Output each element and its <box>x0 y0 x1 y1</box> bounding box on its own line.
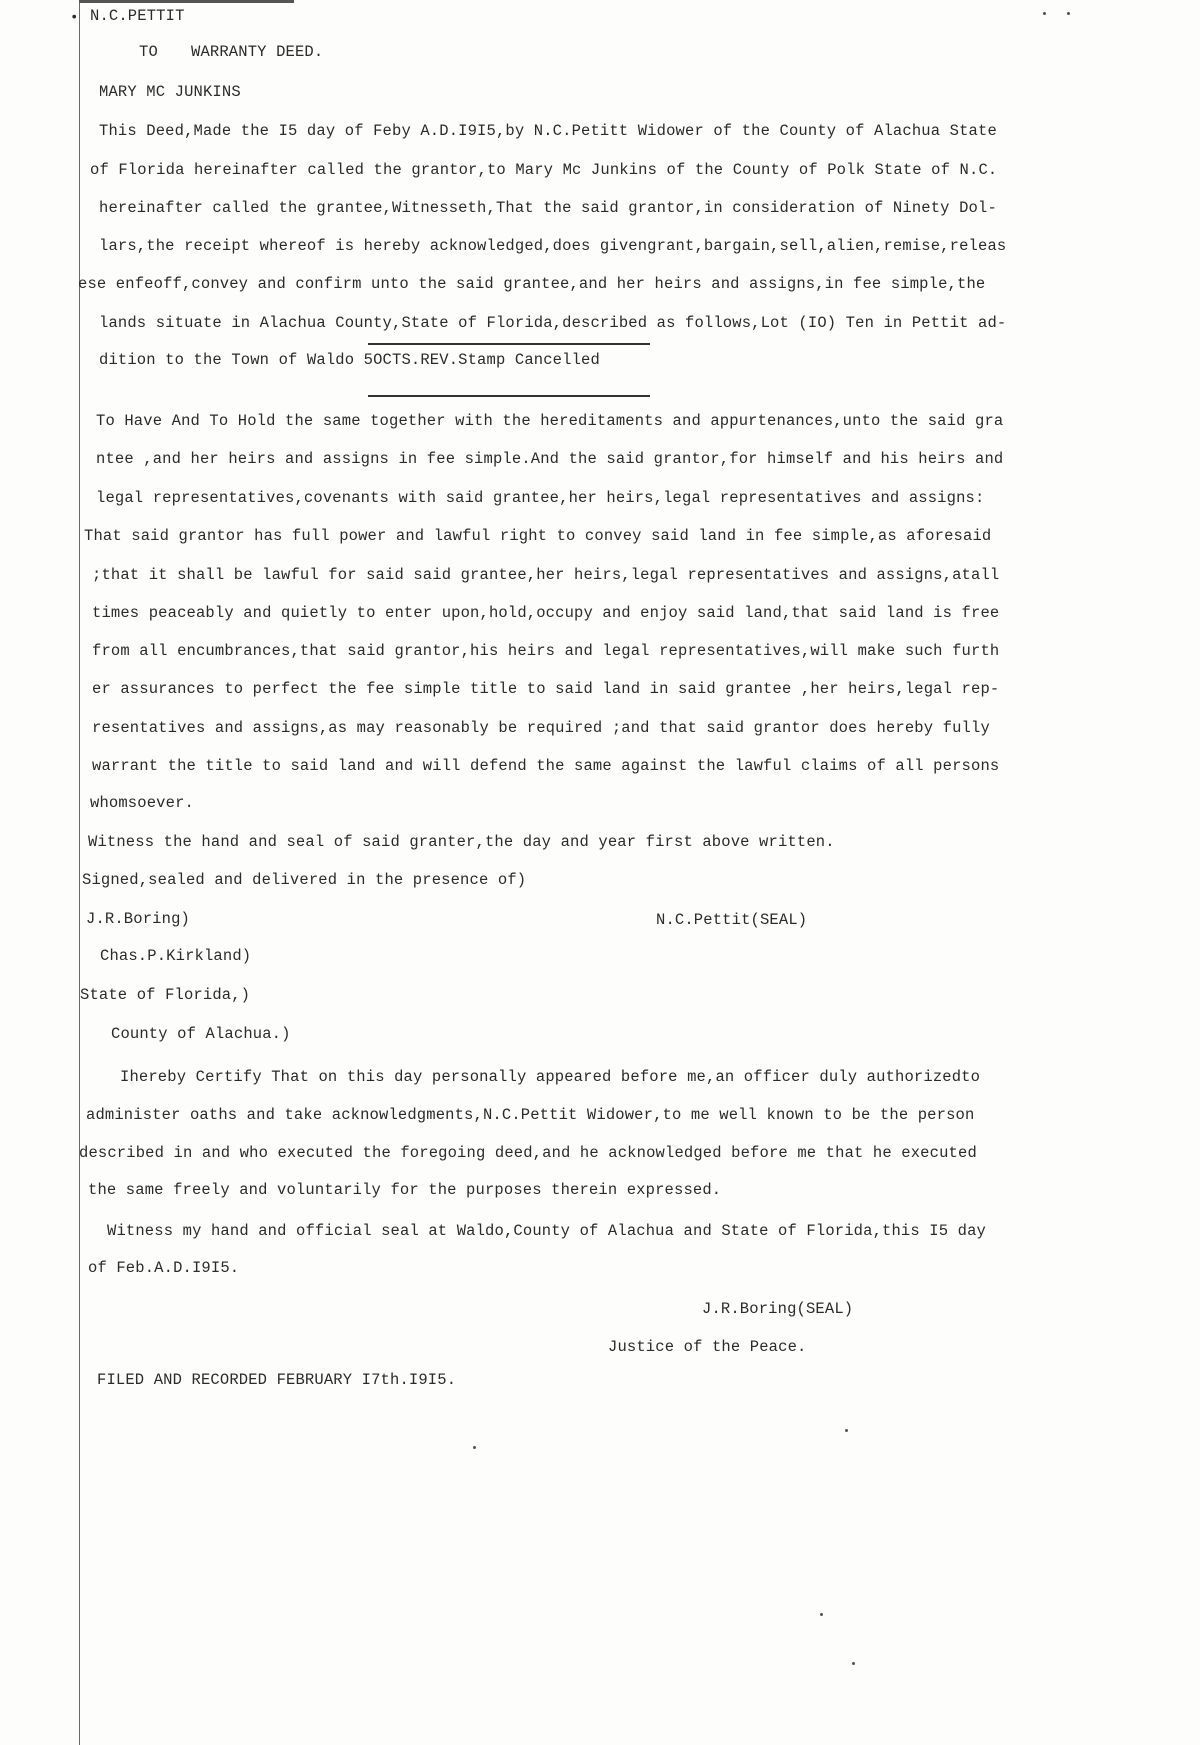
signed-sealed-line: Signed,sealed and delivered in the presence of) <box>82 871 527 889</box>
venue-county: County of Alachua.) <box>111 1025 291 1043</box>
top-edge-rule <box>79 0 294 3</box>
deed-line: This Deed,Made the I5 day of Feby A.D.I9I5,by N.C.Petitt Widower of the County of Alachua State <box>99 122 997 140</box>
habendum-line: from all encumbrances,that said grantor,his heirs and legal representatives,will make such furth <box>92 642 1000 660</box>
habendum-line: er assurances to perfect the fee simple title to said land in said grantee ,her heirs,legal rep- <box>92 680 1000 698</box>
deed-line: ese enfeoff,convey and confirm unto the said grantee,and her heirs and assigns,in fee simple,the <box>78 275 986 293</box>
acknowledgment-line: administer oaths and take acknowledgments,N.C.Pettit Widower,to me well known to be the person <box>86 1106 975 1124</box>
habendum-line: whomsoever. <box>90 794 194 812</box>
grantor-name: N.C.PETTIT <box>90 7 185 25</box>
habendum-line: That said grantor has full power and lawful right to convey said land in fee simple,as aforesaid <box>84 527 992 545</box>
scan-speck <box>845 1429 848 1432</box>
habendum-line: resentatives and assigns,as may reasonably be required ;and that said grantor does hereby fully <box>92 719 990 737</box>
scan-speck <box>852 1662 855 1665</box>
acknowledgment-line: the same freely and voluntarily for the purposes therein expressed. <box>88 1181 722 1199</box>
habendum-line: times peaceably and quietly to enter upon,hold,occupy and enjoy said land,that said land is free <box>92 604 1000 622</box>
habendum-line: warrant the title to said land and will defend the same against the lawful claims of all persons <box>92 757 1000 775</box>
habendum-line: To Have And To Hold the same together with the hereditaments and appurtenances,unto the said gra <box>96 412 1004 430</box>
habendum-line: ntee ,and her heirs and assigns in fee simple.And the said grantor,for himself and his heirs and <box>96 450 1004 468</box>
recording-note: FILED AND RECORDED FEBRUARY I7th.I9I5. <box>97 1371 457 1389</box>
to-label: TO <box>139 43 158 61</box>
scan-speck <box>1043 12 1046 15</box>
justice-title: Justice of the Peace. <box>608 1338 807 1356</box>
habendum-line: ;that it shall be lawful for said said grantee,her heirs,legal representatives and assigns,atall <box>92 566 1000 584</box>
justice-signature: J.R.Boring(SEAL) <box>702 1300 854 1318</box>
stamp-cancel-rule <box>368 395 650 397</box>
witness-name: Chas.P.Kirkland) <box>100 947 252 965</box>
margin-bullet: • <box>70 10 79 26</box>
grantee-name: MARY MC JUNKINS <box>99 83 241 101</box>
witness-name: J.R.Boring) <box>86 910 190 928</box>
notary-witness-line: of Feb.A.D.I9I5. <box>88 1259 240 1277</box>
deed-line: dition to the Town of Waldo 5OCTS.REV.Stamp Cancelled <box>99 351 600 369</box>
deed-line: hereinafter called the grantee,Witnesseth,That the said grantor,in consideration of Ninety Dol- <box>99 199 997 217</box>
grantor-signature: N.C.Pettit(SEAL) <box>656 911 808 929</box>
deed-line: lars,the receipt whereof is hereby acknowledged,does givengrant,bargain,sell,alien,remise,releas <box>99 237 1007 255</box>
deed-line: of Florida hereinafter called the grantor,to Mary Mc Junkins of the County of Polk State of N.C. <box>90 161 998 179</box>
stamp-cancel-rule <box>368 343 650 345</box>
left-margin-rule <box>79 0 80 1745</box>
venue-state: State of Florida,) <box>80 986 251 1004</box>
acknowledgment-line: described in and who executed the foregoing deed,and he acknowledged before me that he executed <box>79 1144 977 1162</box>
witness-clause: Witness the hand and seal of said granter,the day and year first above written. <box>88 833 835 851</box>
acknowledgment-line: Ihereby Certify That on this day personally appeared before me,an officer duly authorizedto <box>120 1068 981 1086</box>
deed-line: lands situate in Alachua County,State of Florida,described as follows,Lot (IO) Ten in Pettit ad- <box>99 314 1007 332</box>
scan-speck <box>820 1613 823 1616</box>
scan-speck <box>1067 12 1070 15</box>
habendum-line: legal representatives,covenants with said grantee,her heirs,legal representatives and assigns: <box>96 489 985 507</box>
scan-speck <box>473 1446 476 1449</box>
document-type: WARRANTY DEED. <box>191 43 324 61</box>
notary-witness-line: Witness my hand and official seal at Waldo,County of Alachua and State of Florida,this I5 day <box>107 1222 986 1240</box>
